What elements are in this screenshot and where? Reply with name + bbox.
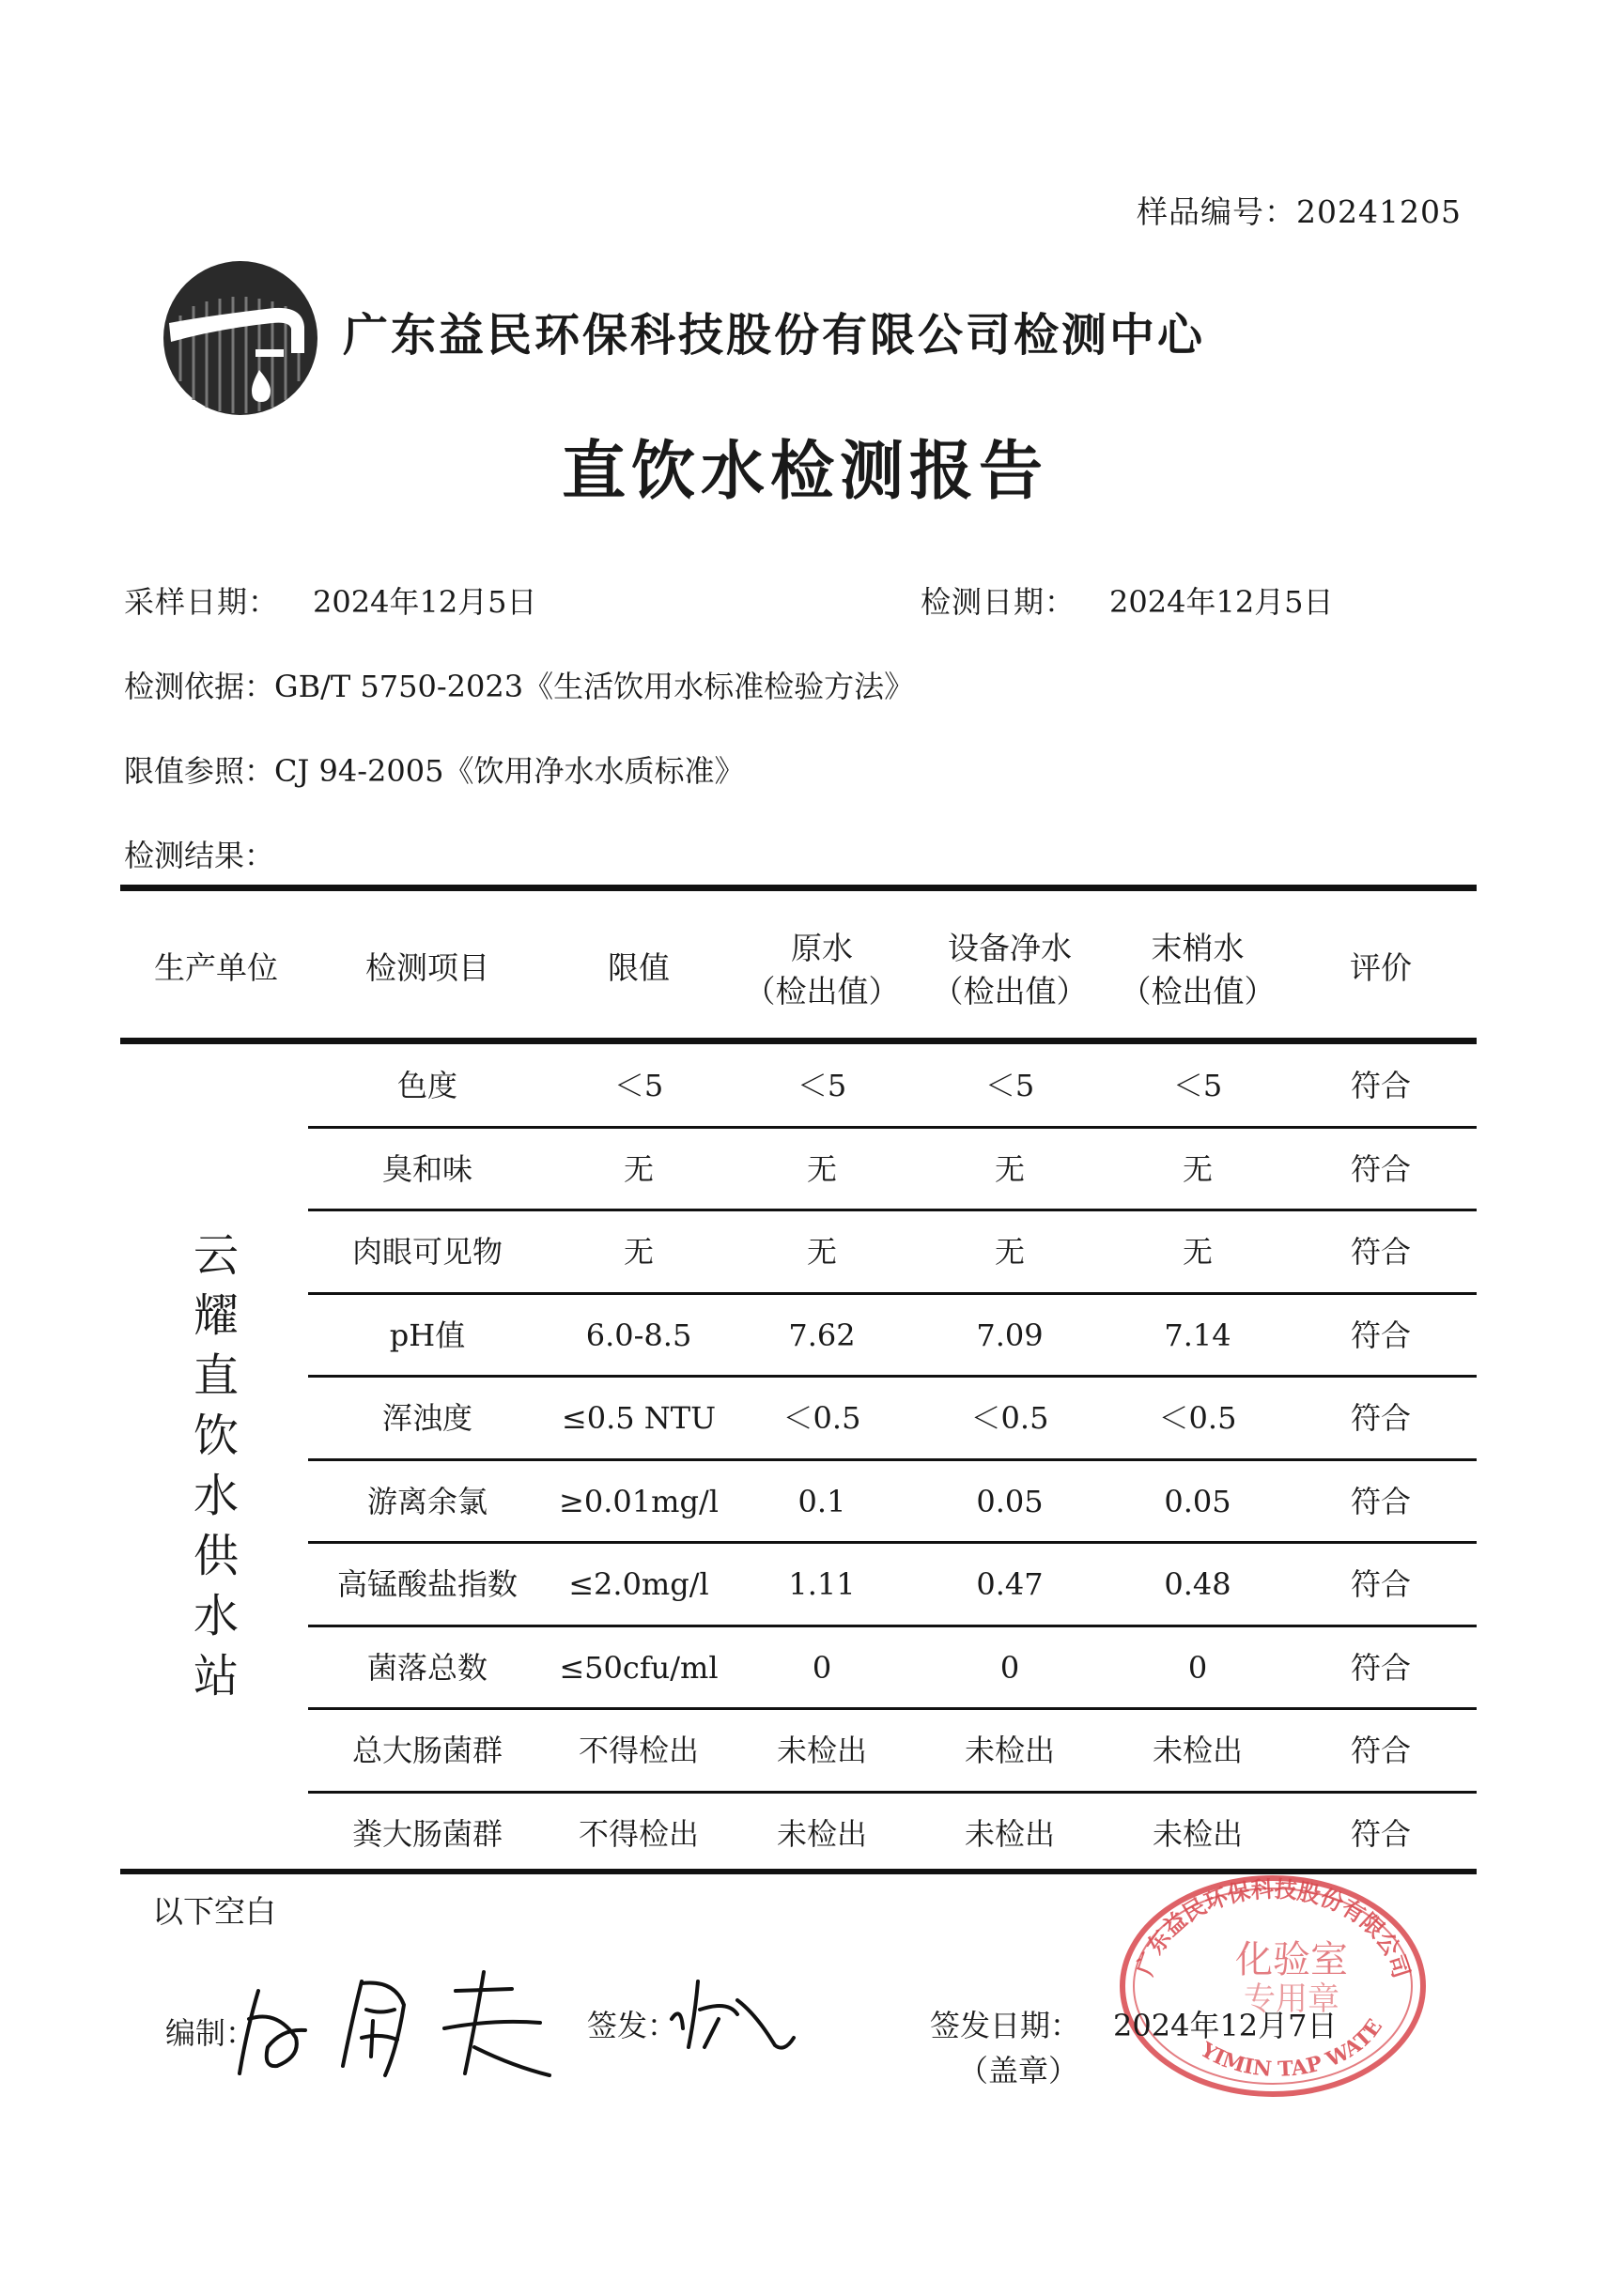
unit-char: 水 — [193, 1470, 239, 1522]
cell-raw-water: 7.62 — [788, 1317, 856, 1353]
cell-equipment-water: 无 — [994, 1150, 1025, 1187]
cell-equipment-water: ＜0.5 — [970, 1400, 1049, 1436]
cell-equipment-water: ＜5 — [984, 1068, 1035, 1103]
cell-tap-water: 0 — [1187, 1649, 1208, 1686]
cell-evaluation: 符合 — [1350, 1150, 1411, 1187]
cell-evaluation: 符合 — [1350, 1400, 1411, 1436]
cell-raw-water: ＜0.5 — [782, 1400, 861, 1436]
sampling-date-label: 采样日期： — [124, 584, 280, 620]
result-label: 检测结果： — [124, 838, 275, 873]
unit-char: 耀 — [193, 1289, 239, 1342]
cell-item: 臭和味 — [381, 1150, 472, 1187]
unit-char: 站 — [193, 1650, 239, 1703]
cell-limit: ≤50cfu/ml — [559, 1649, 719, 1686]
cell-limit: ＜5 — [613, 1068, 664, 1103]
header-evaluation: 评价 — [1350, 949, 1412, 986]
limit-reference: 限值参照：CJ 94-2005《饮用净水水质标准》 — [124, 753, 745, 789]
cell-item: 总大肠菌群 — [351, 1733, 503, 1768]
seal-ring-text: 广东益民环保科技股份有限公司 — [1130, 1874, 1416, 1981]
cell-raw-water: 无 — [806, 1150, 837, 1187]
test-date — [921, 578, 1334, 622]
header-tap-water-line2: （检出值） — [1120, 973, 1276, 1009]
seal-bottom-text: YIMIN TAP WATE — [1196, 2014, 1387, 2082]
unit-char: 直 — [193, 1349, 239, 1402]
cell-item: pH值 — [389, 1317, 466, 1353]
test-date-value: 2024年12月5日 — [1109, 584, 1334, 620]
header-raw-water-line2: （检出值） — [744, 973, 900, 1009]
header-tap-water — [1104, 927, 1292, 1013]
company-logo — [162, 259, 319, 417]
cell-tap-water: 无 — [1182, 1234, 1213, 1270]
cell-tap-water: 0.48 — [1164, 1566, 1231, 1602]
compiler-signature — [230, 1963, 578, 2094]
cell-item: 色度 — [396, 1068, 457, 1103]
issue-date-value: 2024年12月7日 — [1113, 2008, 1338, 2043]
header-equipment-water-line1: 设备净水 — [948, 930, 1072, 966]
cell-raw-water: 未检出 — [776, 1815, 867, 1852]
compiled-by-label: 编制： — [165, 2015, 256, 2051]
cell-equipment-water: 无 — [994, 1234, 1025, 1270]
sample-number: 样品编号：20241205 — [1137, 193, 1462, 230]
cell-tap-water: 无 — [1182, 1150, 1213, 1187]
cell-equipment-water: 未检出 — [964, 1815, 1055, 1852]
cell-limit: 不得检出 — [578, 1815, 699, 1852]
cell-raw-water: 0 — [812, 1649, 832, 1686]
cell-evaluation: 符合 — [1350, 1566, 1411, 1602]
stamp-note: （盖章） — [958, 2053, 1079, 2088]
cell-limit: 6.0-8.5 — [585, 1317, 692, 1353]
cell-limit: 无 — [623, 1150, 654, 1187]
cell-evaluation: 符合 — [1350, 1733, 1411, 1768]
official-seal — [1113, 1869, 1432, 2103]
organization-name: 广东益民环保科技股份有限公司检测中心 — [343, 309, 1206, 362]
cell-limit: ≤0.5 NTU — [561, 1400, 717, 1436]
cell-item: 浑浊度 — [381, 1400, 472, 1436]
cell-evaluation: 符合 — [1350, 1649, 1411, 1686]
cell-tap-water: 7.14 — [1164, 1317, 1231, 1353]
header-raw-water-line1: 原水 — [791, 930, 853, 966]
cell-raw-water: 0.1 — [797, 1483, 846, 1519]
sampling-date-value: 2024年12月5日 — [313, 584, 537, 620]
cell-limit: 无 — [623, 1234, 654, 1270]
seal-center-text-2: 专用章 — [1244, 1980, 1339, 2018]
cell-raw-water: 无 — [806, 1234, 837, 1270]
cell-tap-water: 0.05 — [1164, 1483, 1231, 1519]
unit-char: 云 — [193, 1229, 239, 1282]
cell-evaluation: 符合 — [1350, 1483, 1411, 1519]
cell-limit: 不得检出 — [578, 1733, 699, 1768]
cell-raw-water: 1.11 — [788, 1566, 856, 1602]
cell-tap-water: ＜5 — [1172, 1068, 1223, 1103]
cell-evaluation: 符合 — [1350, 1815, 1411, 1852]
header-item: 检测项目 — [365, 949, 489, 986]
test-basis: 检测依据：GB/T 5750-2023《生活饮用水标准检验方法》 — [124, 669, 915, 704]
cell-raw-water: ＜5 — [797, 1068, 847, 1103]
table-header-rule — [120, 1038, 1477, 1044]
cell-raw-water: 未检出 — [776, 1733, 867, 1768]
cell-tap-water: ＜0.5 — [1158, 1400, 1237, 1436]
blank-below-note: 以下空白 — [152, 1893, 276, 1930]
issuer-signature — [662, 1972, 803, 2057]
cell-equipment-water: 0.05 — [976, 1483, 1044, 1519]
header-unit: 生产单位 — [154, 949, 278, 986]
cell-item: 游离余氯 — [366, 1483, 488, 1519]
cell-item: 肉眼可见物 — [351, 1234, 503, 1270]
cell-equipment-water: 0.47 — [976, 1566, 1044, 1602]
issued-by-label: 签发： — [587, 2008, 678, 2043]
cell-item: 粪大肠菌群 — [351, 1815, 503, 1852]
cell-equipment-water: 0 — [999, 1649, 1020, 1686]
header-limit: 限值 — [608, 949, 670, 986]
cell-item: 菌落总数 — [366, 1649, 488, 1686]
cell-evaluation: 符合 — [1350, 1234, 1411, 1270]
seal-center-text-1: 化验室 — [1235, 1938, 1348, 1981]
header-equipment-water-line2: （检出值） — [932, 973, 1088, 1009]
cell-item: 高锰酸盐指数 — [336, 1566, 518, 1602]
header-tap-water-line1: 末梢水 — [1151, 930, 1245, 966]
test-date-label: 检测日期： — [921, 584, 1076, 620]
production-unit-name — [141, 1225, 291, 1706]
unit-char: 水 — [193, 1590, 239, 1642]
cell-limit: ≥0.01mg/l — [559, 1483, 719, 1519]
cell-evaluation: 符合 — [1350, 1068, 1411, 1103]
unit-char: 饮 — [193, 1410, 239, 1462]
cell-tap-water: 未检出 — [1152, 1733, 1243, 1768]
cell-limit: ≤2.0mg/l — [568, 1566, 709, 1602]
table-top-rule — [120, 885, 1477, 891]
report-title: 直饮水检测报告 — [561, 434, 1048, 509]
header-raw-water — [733, 927, 911, 1013]
sampling-date — [124, 578, 537, 622]
cell-equipment-water: 7.09 — [976, 1317, 1044, 1353]
unit-char: 供 — [193, 1530, 239, 1582]
cell-equipment-water: 未检出 — [964, 1733, 1055, 1768]
header-equipment-water — [916, 927, 1104, 1013]
cell-tap-water: 未检出 — [1152, 1815, 1243, 1852]
cell-evaluation: 符合 — [1350, 1317, 1411, 1353]
